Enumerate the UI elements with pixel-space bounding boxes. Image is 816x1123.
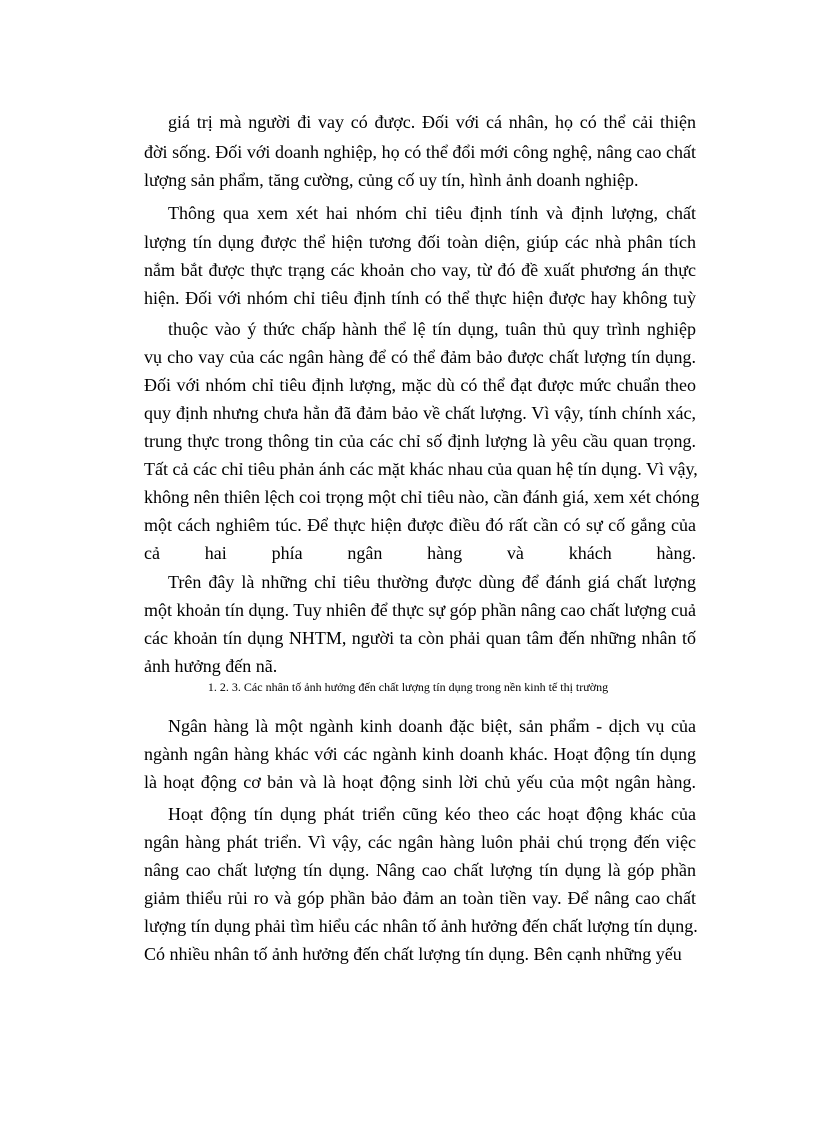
text-line: Trên đây là những chỉ tiêu thường được dùng để đánh giá chất lượng — [168, 572, 696, 592]
text-line: giảm thiểu rủi ro và góp phần bảo đảm an toàn tiền vay. Để nâng cao chất — [144, 888, 696, 908]
text-line: Đối với nhóm chỉ tiêu định lượng, mặc dù có thể đạt được mức chuẩn theo — [144, 375, 696, 395]
text-line: giá trị mà người đi vay có được. Đối với cá nhân, họ có thể cải thiện — [168, 112, 696, 132]
text-line: không nên thiên lệch coi trọng một chỉ tiêu nào, cần đánh giá, xem xét chóng — [144, 487, 700, 507]
section-subheading: 1. 2. 3. Các nhân tố ảnh hưởng đến chất lượng tín dụng trong nền kinh tế thị trường — [207, 680, 609, 694]
text-line: trung thực trong thông tin của các chỉ số định lượng là yêu cầu quan trọng. — [144, 431, 696, 451]
text-line: là hoạt động cơ bản và là hoạt động sinh lời chủ yếu của một ngân hàng. — [144, 772, 696, 792]
text-line: các khoản tín dụng NHTM, người ta còn phải quan tâm đến những nhân tố — [144, 628, 696, 648]
text-line: cả hai phía ngân hàng và khách hàng. — [144, 543, 696, 563]
text-line: đời sống. Đối với doanh nghiệp, họ có thể đổi mới công nghệ, nâng cao chất — [144, 142, 696, 162]
text-line: nâng cao chất lượng tín dụng. Nâng cao chất lượng tín dụng là góp phần — [144, 860, 696, 880]
text-line: một cách nghiêm túc. Để thực hiện được điều đó rất cần có sự cố gắng của — [144, 515, 696, 535]
text-line: lượng tín dụng phải tìm hiểu các nhân tố ảnh hưởng đến chất lượng tín dụng. — [144, 916, 698, 936]
text-line: Tất cả các chỉ tiêu phản ánh các mặt khác nhau của quan hệ tín dụng. Vì vậy, — [144, 459, 698, 479]
text-line: hiện. Đối với nhóm chỉ tiêu định tính có thể thực hiện được hay không tuỳ — [144, 288, 696, 308]
text-line: lượng tín dụng được thể hiện tương đối toàn diện, giúp các nhà phân tích — [144, 232, 696, 252]
text-line: Ngân hàng là một ngành kinh doanh đặc biệt, sản phẩm - dịch vụ của — [168, 716, 696, 736]
text-line: Thông qua xem xét hai nhóm chỉ tiêu định tính và định lượng, chất — [168, 203, 696, 223]
text-line: Hoạt động tín dụng phát triển cũng kéo theo các hoạt động khác của — [168, 804, 696, 824]
text-line: một khoản tín dụng. Tuy nhiên để thực sự góp phần nâng cao chất lượng cuả — [144, 600, 696, 620]
text-line: quy định nhưng chưa hẳn đã đảm bảo về chất lượng. Vì vậy, tính chính xác, — [144, 403, 696, 423]
text-line: Có nhiều nhân tố ảnh hưởng đến chất lượng tín dụng. Bên cạnh những yếu — [144, 944, 682, 964]
text-line: vụ cho vay của các ngân hàng để có thể đảm bảo được chất lượng tín dụng. — [144, 347, 696, 367]
text-line: ngành ngân hàng khác với các ngành kinh doanh khác. Hoạt động tín dụng — [144, 744, 696, 764]
text-line: lượng sản phẩm, tăng cường, củng cố uy tín, hình ảnh doanh nghiệp. — [144, 170, 639, 190]
text-line: thuộc vào ý thức chấp hành thể lệ tín dụng, tuân thủ quy trình nghiệp — [168, 319, 696, 339]
text-line: nắm bắt được thực trạng các khoản cho vay, từ đó đề xuất phương án thực — [144, 260, 696, 280]
text-line: ảnh hưởng đến nã. — [144, 656, 278, 676]
text-line: ngân hàng phát triển. Vì vậy, các ngân hàng luôn phải chú trọng đến việc — [144, 832, 696, 852]
